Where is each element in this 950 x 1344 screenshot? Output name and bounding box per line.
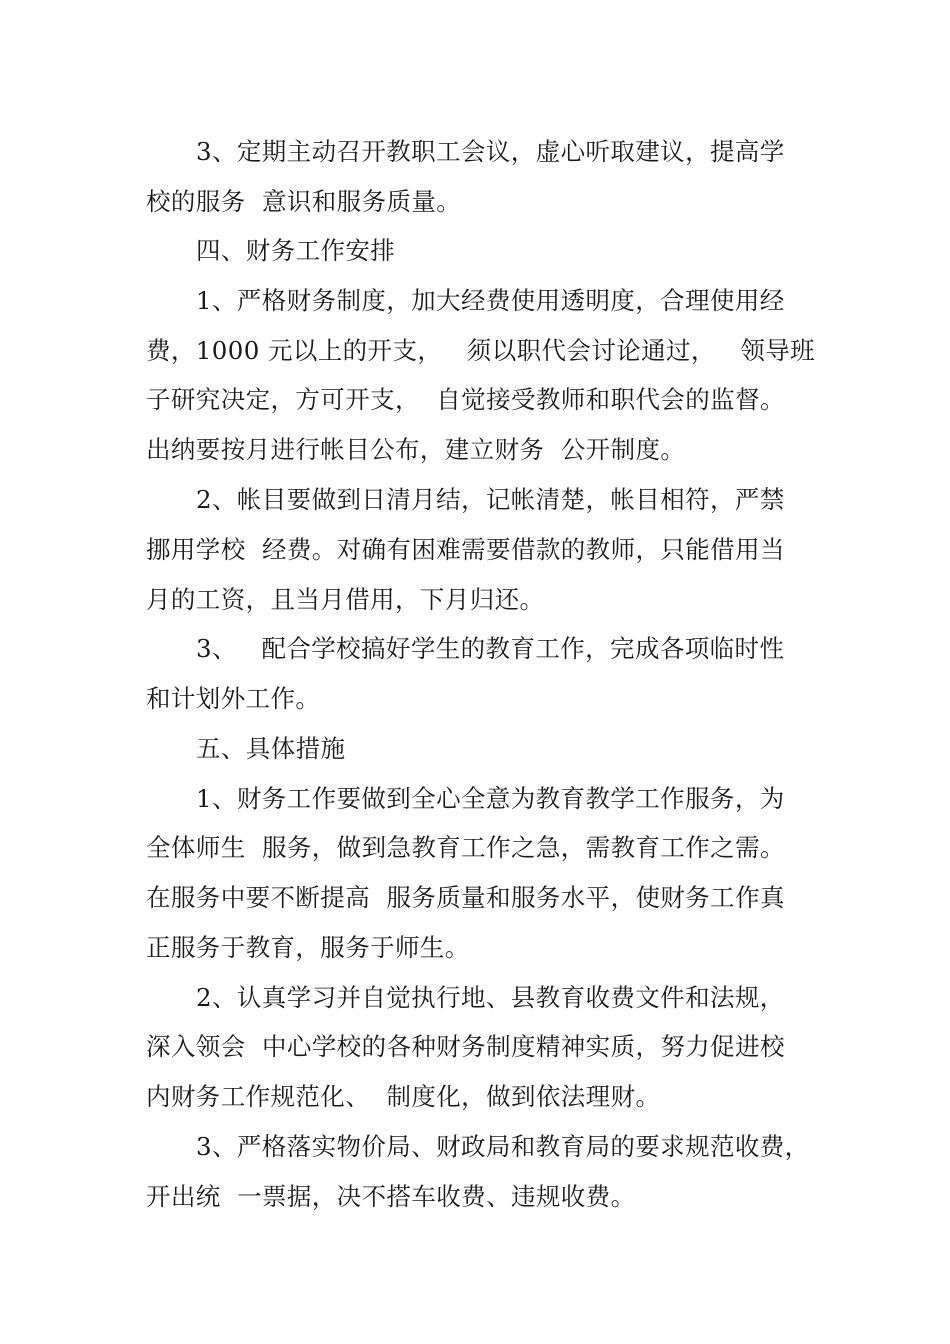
paragraph-line: 出纳要按月进行帐目公布，建立财务 公开制度。: [146, 435, 686, 464]
paragraph-line: 开出统 一票据，决不搭车收费、违规收费。: [146, 1182, 636, 1211]
paragraph-line: 校的服务 意识和服务质量。: [146, 187, 462, 216]
paragraph-line: 深入领会 中心学校的各种财务制度精神实质，努力促进校: [146, 1032, 785, 1061]
paragraph-line: 3、严格落实物价局、财政局和教育局的要求规范收费，: [196, 1132, 810, 1161]
paragraph-line: 1、财务工作要做到全心全意为教育教学工作服务，为: [196, 784, 785, 813]
paragraph-line: 1、严格财务制度，加大经费使用透明度，合理使用经: [196, 286, 785, 315]
paragraph-line: 内财务工作规范化、 制度化，做到依法理财。: [146, 1082, 661, 1111]
paragraph-line: 3、定期主动召开教职工会议，虚心听取建议，提高学: [196, 137, 785, 166]
paragraph-line: 和计划外工作。: [146, 684, 321, 713]
paragraph-line: 子研究决定，方可开支， 自觉接受教师和职代会的监督。: [146, 385, 785, 414]
paragraph-line: 在服务中要不断提高 服务质量和服务水平，使财务工作真: [146, 883, 785, 912]
paragraph-line: 挪用学校 经费。对确有困难需要借款的教师，只能借用当: [146, 535, 785, 564]
paragraph-line: 2、帐目要做到日清月结，记帐清楚，帐目相符，严禁: [196, 485, 785, 514]
paragraph-line: 2、认真学习并自觉执行地、县教育收费文件和法规，: [196, 983, 785, 1012]
section-heading: 四、财务工作安排: [196, 236, 396, 265]
paragraph-line: 全体师生 服务，做到急教育工作之急，需教育工作之需。: [146, 833, 785, 862]
paragraph-line: 3、 配合学校搞好学生的教育工作，完成各项临时性: [196, 634, 785, 663]
paragraph-line: 正服务于教育，服务于师生。: [146, 933, 470, 962]
paragraph-line: 月的工资，且当月借用，下月归还。: [146, 585, 545, 614]
section-heading: 五、具体措施: [196, 734, 346, 763]
paragraph-line: 费，1000 元以上的开支， 须以职代会讨论通过， 领导班: [146, 336, 816, 365]
